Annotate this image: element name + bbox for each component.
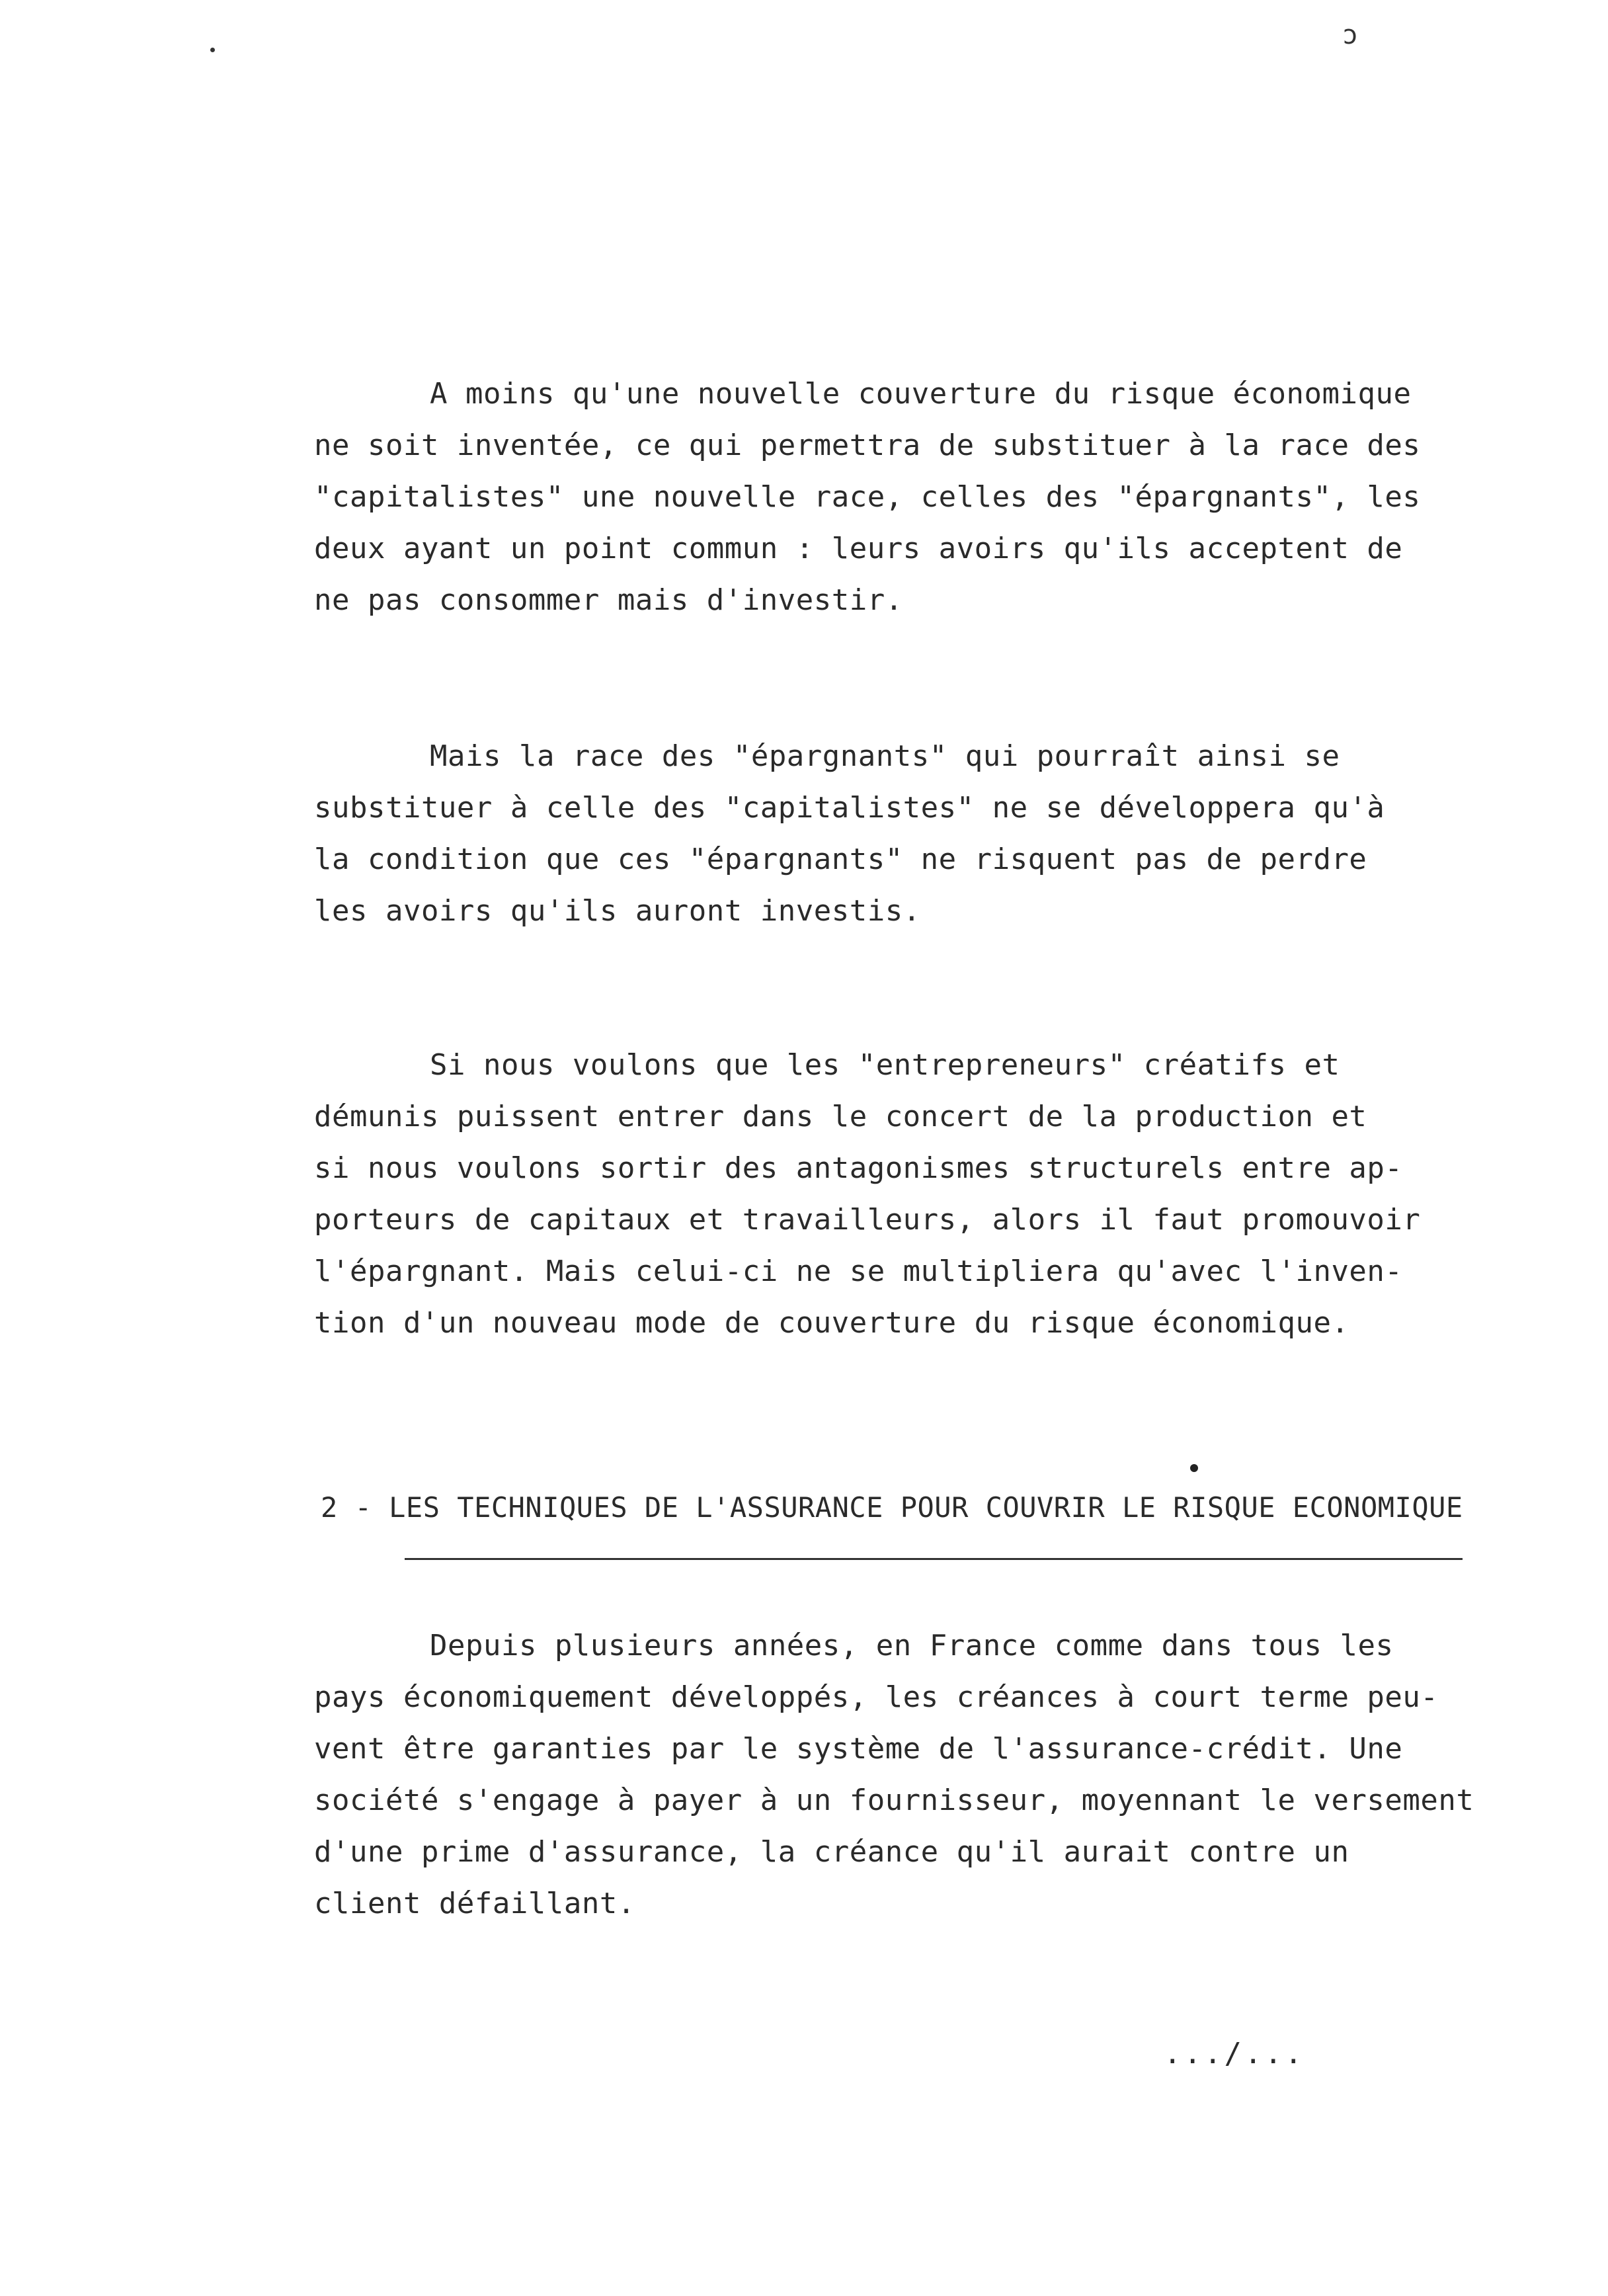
paragraph-line: d'une prime d'assurance, la créance qu'il aurait contre un [314, 1835, 1349, 1869]
paragraph-2 [314, 731, 1491, 937]
paragraph-line: A moins qu'une nouvelle couverture du risque économique [430, 377, 1412, 411]
page-number: ɔ [1342, 20, 1359, 50]
heading-underline [405, 1558, 1463, 1560]
paragraph-line: substituer à celle des "capitalistes" ne se développera qu'à [314, 791, 1385, 825]
scan-speck [210, 48, 215, 52]
paragraph-line: ne pas consommer mais d'investir. [314, 583, 903, 617]
paragraph-3 [314, 1040, 1491, 1349]
heading-dot [1190, 1464, 1198, 1472]
paragraph-line: porteurs de capitaux et travailleurs, alors il faut promouvoir [314, 1203, 1421, 1237]
paragraph-line: la condition que ces "épargnants" ne risquent pas de perdre [314, 842, 1367, 876]
paragraph-line: démunis puissent entrer dans le concert de la production et [314, 1100, 1367, 1133]
paragraph-line: Si nous voulons que les "entrepreneurs" créatifs et [430, 1048, 1340, 1082]
continuation-mark: .../... [1164, 2037, 1305, 2070]
paragraph-line: ne soit inventée, ce qui permettra de substituer à la race des [314, 429, 1421, 462]
paragraph-line: Depuis plusieurs années, en France comme dans tous les [430, 1629, 1394, 1662]
paragraph-line: vent être garanties par le système de l'assurance-crédit. Une [314, 1732, 1403, 1766]
paragraph-line: société s'engage à payer à un fournisseur, moyennant le versement [314, 1784, 1474, 1817]
paragraph-line: les avoirs qu'ils auront investis. [314, 894, 921, 928]
paragraph-line: deux ayant un point commun : leurs avoirs qu'ils acceptent de [314, 532, 1403, 565]
paragraph-4 [314, 1620, 1491, 1930]
section-heading: 2 - LES TECHNIQUES DE L'ASSURANCE POUR COUVRIR LE RISQUE ECONOMIQUE [321, 1491, 1463, 1524]
paragraph-1 [314, 368, 1491, 626]
paragraph-line: pays économiquement développés, les créances à court terme peu- [314, 1680, 1439, 1714]
paragraph-line: "capitalistes" une nouvelle race, celles des "épargnants", les [314, 480, 1421, 514]
paragraph-line: client défaillant. [314, 1887, 635, 1920]
paragraph-line: si nous voulons sortir des antagonismes structurels entre ap- [314, 1151, 1403, 1185]
paragraph-line: l'épargnant. Mais celui-ci ne se multipliera qu'avec l'inven- [314, 1254, 1403, 1288]
paragraph-line: Mais la race des "épargnants" qui pourraît ainsi se [430, 739, 1340, 773]
paragraph-line: tion d'un nouveau mode de couverture du risque économique. [314, 1306, 1349, 1340]
